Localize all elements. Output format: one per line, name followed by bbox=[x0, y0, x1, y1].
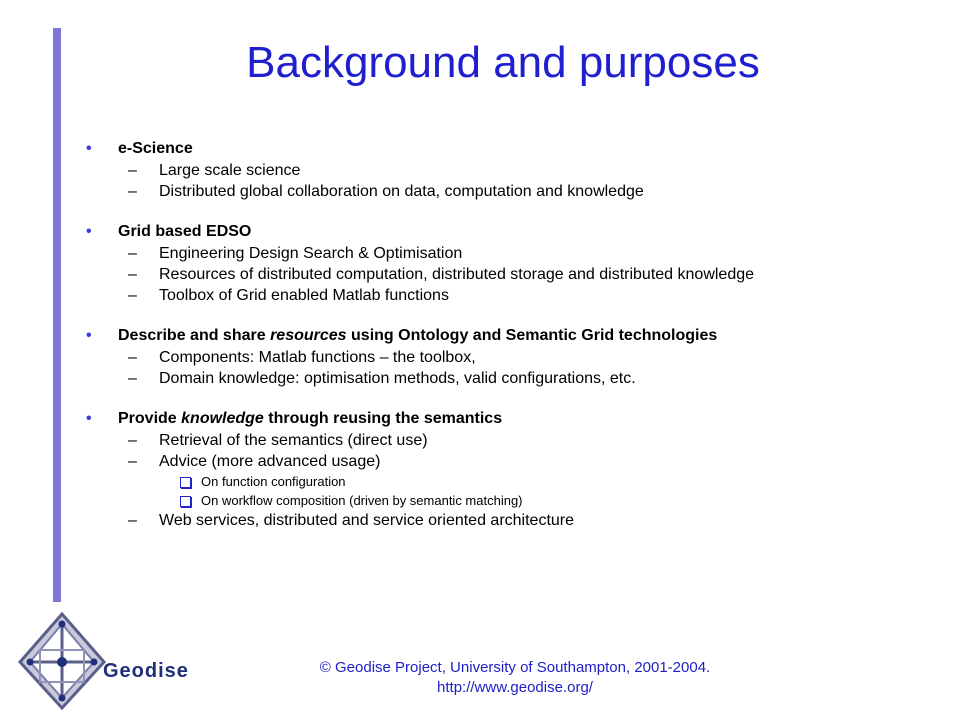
sub-item bbox=[86, 430, 946, 451]
bullet-heading bbox=[86, 221, 946, 243]
footer-url-link[interactable]: http://www.geodise.org/ bbox=[437, 679, 593, 696]
sub-item-text: Advice (more advanced usage) bbox=[159, 453, 381, 470]
section-grid-edso bbox=[86, 221, 946, 306]
sub-item-text: Web services, distributed and service oriented architecture bbox=[159, 512, 575, 529]
sub-item bbox=[86, 181, 946, 202]
accent-bar bbox=[53, 28, 61, 602]
heading-text-pre: Provide bbox=[118, 410, 182, 427]
sub-sub-item bbox=[86, 491, 946, 510]
sub-item-text: Engineering Design Search & Optimisation bbox=[159, 245, 463, 262]
sub-sub-item-text: On function configuration bbox=[201, 474, 346, 489]
section-describe-share bbox=[86, 325, 946, 389]
heading-text-post: through reusing the semantics bbox=[263, 410, 503, 427]
footer-copyright: © Geodise Project, University of Southampton, 2001-2004. bbox=[319, 659, 711, 676]
sub-item-text: Retrieval of the semantics (direct use) bbox=[159, 432, 428, 449]
heading-text-emphasis: resources bbox=[270, 327, 347, 344]
slide-content bbox=[86, 138, 946, 550]
sub-item-text: Distributed global collaboration on data, computation and knowledge bbox=[159, 183, 644, 200]
sub-item-text: Large scale science bbox=[159, 162, 301, 179]
sub-item-text: Toolbox of Grid enabled Matlab functions bbox=[159, 287, 449, 304]
dash-icon: – bbox=[128, 512, 137, 529]
dash-icon: – bbox=[128, 266, 137, 283]
bullet-heading-text bbox=[118, 327, 717, 344]
sub-item bbox=[86, 160, 946, 181]
heading-text-emphasis: knowledge bbox=[181, 410, 264, 427]
dash-icon: – bbox=[128, 349, 137, 366]
bullet-icon: • bbox=[86, 140, 92, 157]
checkbox-bullet-icon bbox=[180, 496, 191, 507]
bullet-icon: • bbox=[86, 223, 92, 240]
sub-item-text: Resources of distributed computation, distributed storage and distributed knowledge bbox=[159, 266, 755, 283]
sub-item bbox=[86, 243, 946, 264]
sub-sub-item-text: On workflow composition (driven by semantic matching) bbox=[201, 493, 523, 508]
sub-item bbox=[86, 368, 946, 389]
sub-item-text: Domain knowledge: optimisation methods, valid configurations, etc. bbox=[159, 370, 636, 387]
footer bbox=[250, 658, 780, 698]
bullet-heading-text: Grid based EDSO bbox=[118, 223, 252, 240]
sub-item bbox=[86, 264, 946, 285]
heading-text-pre: Describe and share bbox=[118, 327, 271, 344]
sub-item-text: Components: Matlab functions – the toolbox, bbox=[159, 349, 476, 366]
dash-icon: – bbox=[128, 432, 137, 449]
slide-title: Background and purposes bbox=[246, 38, 760, 87]
heading-text-post: using Ontology and Semantic Grid technologies bbox=[346, 327, 718, 344]
bullet-heading-text bbox=[118, 410, 502, 427]
section-e-science bbox=[86, 138, 946, 202]
dash-icon: – bbox=[128, 183, 137, 200]
checkbox-bullet-icon bbox=[180, 477, 191, 488]
bullet-heading bbox=[86, 408, 946, 430]
bullet-heading bbox=[86, 325, 946, 347]
bullet-icon: • bbox=[86, 410, 92, 427]
dash-icon: – bbox=[128, 370, 137, 387]
sub-item bbox=[86, 510, 946, 531]
sub-item bbox=[86, 285, 946, 306]
dash-icon: – bbox=[128, 162, 137, 179]
geodise-logo-text: Geodise bbox=[103, 660, 189, 682]
dash-icon: – bbox=[128, 453, 137, 470]
bullet-heading bbox=[86, 138, 946, 160]
bullet-icon: • bbox=[86, 327, 92, 344]
dash-icon: – bbox=[128, 245, 137, 262]
sub-sub-item bbox=[86, 472, 946, 491]
sub-item bbox=[86, 451, 946, 472]
dash-icon: – bbox=[128, 287, 137, 304]
bullet-heading-text: e-Science bbox=[118, 140, 193, 157]
sub-item bbox=[86, 347, 946, 368]
section-provide-knowledge bbox=[86, 408, 946, 531]
